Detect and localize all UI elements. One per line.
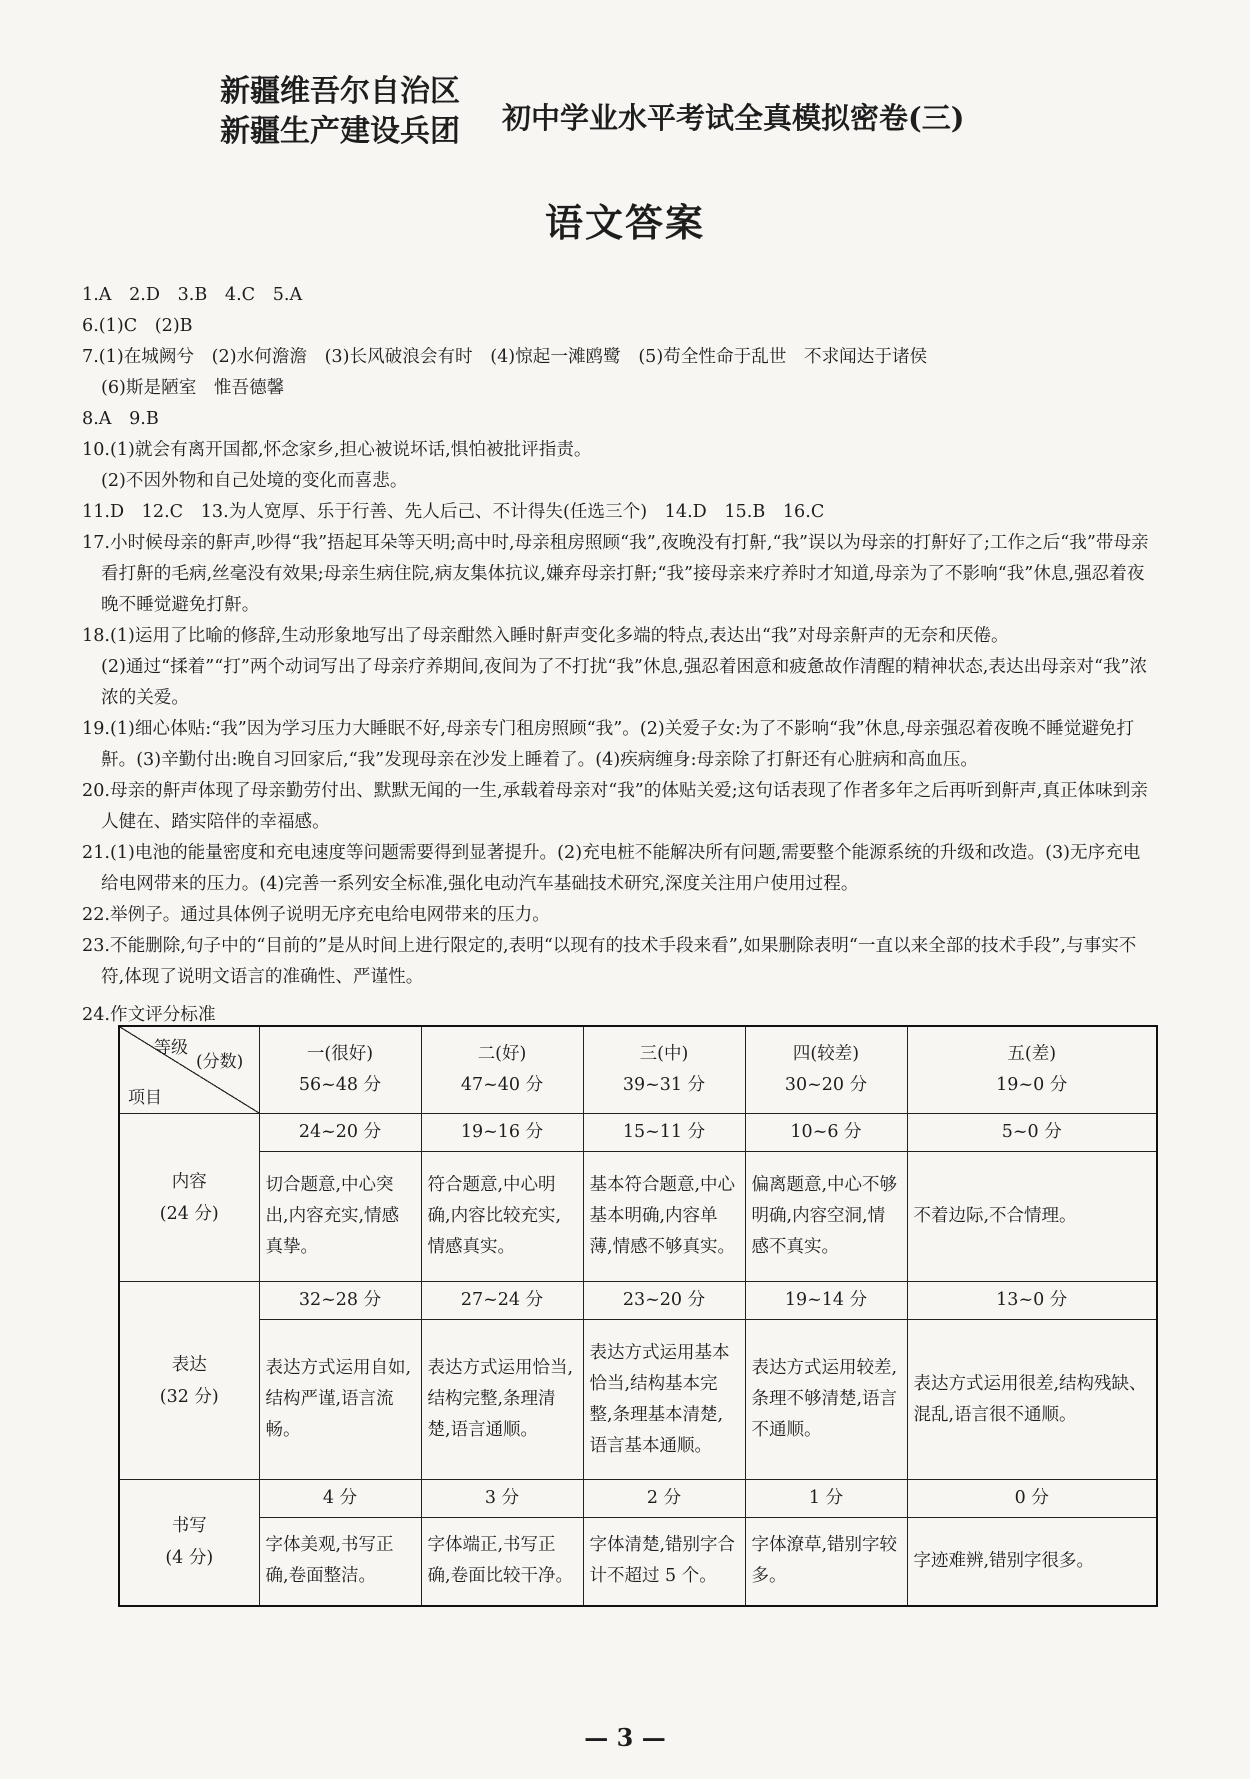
category-expression: 表达 (32 分) [119,1282,259,1480]
answer-7: 7.(1)在城阙兮 (2)水何澹澹 (3)长风破浪会有时 (4)惊起一滩鸥鹭 (5)苟全性命于乱世 不求闻达于诸侯 [82,347,928,367]
corner-score: (分数) [196,1052,244,1072]
level-3-header: 三(中) 39~31 分 [583,1026,745,1114]
desc-cell: 表达方式运用很差,结构残缺、混乱,语言很不通顺。 [907,1320,1157,1480]
score-cell: 0 分 [907,1480,1157,1518]
desc-cell: 表达方式运用较差,条理不够清楚,语言不通顺。 [745,1320,907,1480]
grading-header-row [119,1026,1157,1114]
desc-cell: 字体潦草,错别字较多。 [745,1518,907,1606]
subject-title: 语文答案 [544,200,705,245]
answer-20: 20.母亲的鼾声体现了母亲勤劳付出、默默无闻的一生,承载着母亲对“我”的体贴关爱;这句话表现了作者多年之后再听到鼾声,真正体味到亲人健在、踏实陪伴的幸福感。 [82,781,1148,832]
score-cell: 3 分 [421,1480,583,1518]
org-line-1: 新疆维吾尔自治区 [220,74,460,109]
level-1-header: 一(很好) 56~48 分 [259,1026,421,1114]
score-cell: 32~28 分 [259,1282,421,1320]
score-cell: 5~0 分 [907,1114,1157,1152]
grading-table [118,1025,1158,1607]
score-cell: 2 分 [583,1480,745,1518]
page-number: — 3 — [584,1723,666,1752]
corner-item: 项目 [128,1088,162,1108]
answer-18-2: (2)通过“揉着”“打”两个动词写出了母亲疗养期间,夜间为了不打扰“我”休息,强忍着困意和疲惫故作清醒的精神状态,表达出母亲对“我”浓浓的关爱。 [101,657,1148,708]
grading-title: 24.作文评分标准 [82,1005,216,1025]
answer-10-1: 10.(1)就会有离开国都,怀念家乡,担心被说坏话,惧怕被批评指责。 [82,440,592,460]
writing-score-row [119,1480,1157,1518]
answer-1-5: 1.A 2.D 3.B 4.C 5.A [82,285,303,305]
score-cell: 23~20 分 [583,1282,745,1320]
organization-block [220,72,460,152]
answer-23: 23.不能删除,句子中的“目前的”是从时间上进行限定的,表明“以现有的技术手段来看”,如果删除表明“一直以来全部的技术手段”,与事实不符,体现了说明文语言的准确性、严谨性。 [82,936,1137,987]
answer-18-1: 18.(1)运用了比喻的修辞,生动形象地写出了母亲酣然入睡时鼾声变化多端的特点,表达出“我”对母亲鼾声的无奈和厌倦。 [82,626,1009,646]
score-cell: 19~16 分 [421,1114,583,1152]
answer-7-cont: (6)斯是陋室 惟吾德馨 [101,378,285,398]
answer-8-9: 8.A 9.B [82,409,159,429]
corner-level: 等级 [154,1038,188,1058]
answer-21: 21.(1)电池的能量密度和充电速度等问题需要得到显著提升。(2)充电桩不能解决所有问题,需要整个能源系统的升级和改造。(3)无序充电给电网带来的压力。(4)完善一系列安全标准,强化电动汽车基础技术研究,深度关注用户使用过程。 [82,843,1141,894]
content-score-row [119,1114,1157,1152]
level-4-header: 四(较差) 30~20 分 [745,1026,907,1114]
corner-cell [119,1026,259,1114]
desc-cell: 字体清楚,错别字合计不超过 5 个。 [583,1518,745,1606]
expression-desc-row [119,1320,1157,1480]
answer-19: 19.(1)细心体贴:“我”因为学习压力大睡眠不好,母亲专门租房照顾“我”。(2)关爱子女:为了不影响“我”休息,母亲强忍着夜晚不睡觉避免打鼾。(3)辛勤付出:晚自习回家后,“我”发现母亲在沙发上睡着了。(4)疾病缠身:母亲除了打鼾还有心脏病和高血压。 [82,719,1135,770]
answer-22: 22.举例子。通过具体例子说明无序充电给电网带来的压力。 [82,905,550,925]
desc-cell: 字体端正,书写正确,卷面比较干净。 [421,1518,583,1606]
score-cell: 13~0 分 [907,1282,1157,1320]
desc-cell: 表达方式运用基本恰当,结构基本完整,条理基本清楚,语言基本通顺。 [583,1320,745,1480]
category-content: 内容 (24 分) [119,1114,259,1282]
expression-score-row [119,1282,1157,1320]
org-line-2: 新疆生产建设兵团 [220,114,460,149]
answer-10-2: (2)不因外物和自己处境的变化而喜悲。 [101,471,408,491]
desc-cell: 字体美观,书写正确,卷面整洁。 [259,1518,421,1606]
score-cell: 4 分 [259,1480,421,1518]
desc-cell: 不着边际,不合情理。 [907,1152,1157,1282]
answer-list [82,280,1157,993]
desc-cell: 符合题意,中心明确,内容比较充实,情感真实。 [421,1152,583,1282]
writing-desc-row [119,1518,1157,1606]
exam-title: 初中学业水平考试全真模拟密卷(三) [502,101,965,135]
desc-cell: 表达方式运用自如,结构严谨,语言流畅。 [259,1320,421,1480]
content-desc-row [119,1152,1157,1282]
score-cell: 24~20 分 [259,1114,421,1152]
desc-cell: 切合题意,中心突出,内容充实,情感真挚。 [259,1152,421,1282]
desc-cell: 表达方式运用恰当,结构完整,条理清楚,语言通顺。 [421,1320,583,1480]
desc-cell: 字迹难辨,错别字很多。 [907,1518,1157,1606]
answer-6: 6.(1)C (2)B [82,316,193,336]
score-cell: 19~14 分 [745,1282,907,1320]
desc-cell: 偏离题意,中心不够明确,内容空洞,情感不真实。 [745,1152,907,1282]
score-cell: 1 分 [745,1480,907,1518]
category-writing: 书写 (4 分) [119,1480,259,1606]
answer-11-16: 11.D 12.C 13.为人宽厚、乐于行善、先人后己、不计得失(任选三个) 14.D 15.B 16.C [82,502,825,522]
level-2-header: 二(好) 47~40 分 [421,1026,583,1114]
answer-17: 17.小时候母亲的鼾声,吵得“我”捂起耳朵等天明;高中时,母亲租房照顾“我”,夜晚没有打鼾,“我”误以为母亲的打鼾好了;工作之后“我”带母亲看打鼾的毛病,丝毫没有效果;母亲生病住院,病友集体抗议,嫌弃母亲打鼾;“我”接母亲来疗养时才知道,母亲为了不影响“我”休息,强忍着夜晚不睡觉避免打鼾。 [82,533,1149,615]
score-cell: 10~6 分 [745,1114,907,1152]
level-5-header: 五(差) 19~0 分 [907,1026,1157,1114]
desc-cell: 基本符合题意,中心基本明确,内容单薄,情感不够真实。 [583,1152,745,1282]
score-cell: 15~11 分 [583,1114,745,1152]
score-cell: 27~24 分 [421,1282,583,1320]
